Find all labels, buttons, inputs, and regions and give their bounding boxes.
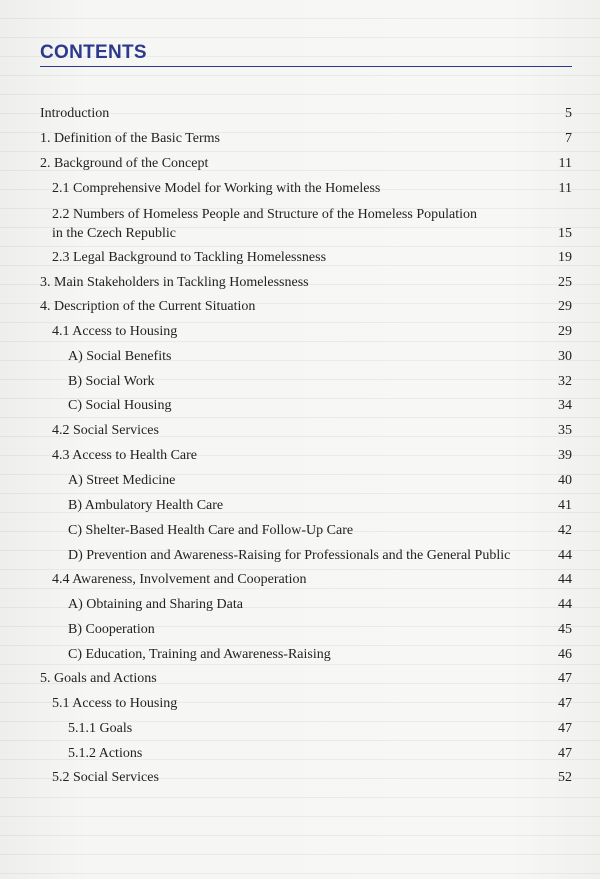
toc-entry: 5. Goals and Actions: [40, 671, 157, 686]
toc-page-number: 40: [558, 473, 572, 488]
toc-entry: in the Czech Republic: [52, 226, 177, 241]
toc-page-number: 29: [558, 299, 572, 314]
toc-entry: B) Social Work: [68, 374, 155, 389]
toc-page-number: 41: [558, 498, 572, 513]
toc-page-number: 25: [558, 275, 572, 290]
toc-page-number: 34: [558, 398, 572, 413]
toc-page-number: 47: [558, 696, 572, 711]
toc-page-number: 46: [558, 647, 572, 662]
toc-page-number: 47: [558, 746, 572, 761]
toc-entry: 4.2 Social Services: [52, 423, 159, 438]
toc-page-number: 52: [558, 770, 572, 785]
toc-entry: 5.1.1 Goals: [68, 721, 133, 736]
toc-page-number: 39: [558, 448, 572, 463]
toc-entry: 2.3 Legal Background to Tackling Homelessness: [52, 250, 327, 265]
toc-entry: 4.4 Awareness, Involvement and Cooperation: [52, 572, 307, 587]
toc-entry: 3. Main Stakeholders in Tackling Homelessness: [40, 275, 309, 290]
toc-entry: A) Street Medicine: [68, 473, 176, 488]
toc-entry: 4.1 Access to Housing: [52, 324, 178, 339]
toc-entry: 5.1 Access to Housing: [52, 696, 178, 711]
toc-page-number: 35: [558, 423, 572, 438]
toc-page-number: 44: [558, 548, 572, 563]
toc-page-number: 47: [558, 671, 572, 686]
toc-page-number: 45: [558, 622, 572, 637]
toc-entry: C) Shelter-Based Health Care and Follow-Up Care: [68, 523, 354, 538]
toc-page-number: 47: [558, 721, 572, 736]
toc-entry: 4.3 Access to Health Care: [52, 448, 198, 463]
toc-page-number: 11: [558, 181, 572, 196]
toc-page-number: 11: [558, 156, 572, 171]
toc-entry: C) Social Housing: [68, 398, 172, 413]
toc-entry: B) Ambulatory Health Care: [68, 498, 224, 513]
toc-entry: 5.1.2 Actions: [68, 746, 143, 761]
toc-page-number: 44: [558, 597, 572, 612]
toc-entry: C) Education, Training and Awareness-Raising: [68, 647, 331, 662]
toc-page-number: 15: [558, 226, 572, 241]
toc-page-number: 30: [558, 349, 572, 364]
toc-page-number: 32: [558, 374, 572, 389]
toc-entry: 1. Definition of the Basic Terms: [40, 131, 220, 146]
toc-page-number: 42: [558, 523, 572, 538]
toc-page-number: 44: [558, 572, 572, 587]
toc-entry: A) Social Benefits: [68, 349, 172, 364]
toc-entry: 4. Description of the Current Situation: [40, 299, 256, 314]
toc-page-number: 29: [558, 324, 572, 339]
title-underline: [40, 66, 572, 67]
toc-entry: 2.1 Comprehensive Model for Working with the Homeless: [52, 181, 381, 196]
toc-entry: A) Obtaining and Sharing Data: [68, 597, 243, 612]
toc-entry: 5.2 Social Services: [52, 770, 159, 785]
toc-entry: Introduction: [40, 106, 110, 121]
toc-entry: B) Cooperation: [68, 622, 155, 637]
toc-entry: 2. Background of the Concept: [40, 156, 209, 171]
page-title: CONTENTS: [40, 42, 147, 63]
toc-page-number: 5: [565, 106, 572, 121]
toc-entry: D) Prevention and Awareness-Raising for Professionals and the General Public: [68, 548, 511, 563]
toc-entry: 2.2 Numbers of Homeless People and Structure of the Homeless Population: [52, 207, 477, 222]
toc-page-number: 19: [558, 250, 572, 265]
toc-page-number: 7: [565, 131, 572, 146]
